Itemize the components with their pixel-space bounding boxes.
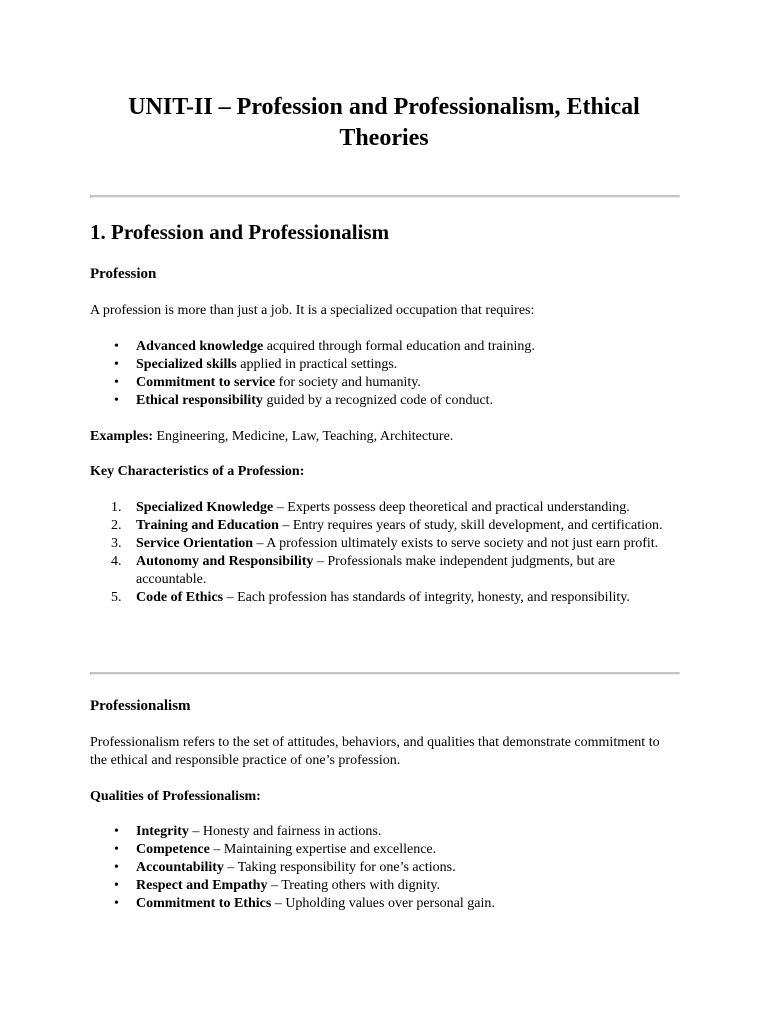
list-item: • Competence – Maintaining expertise and excellence. bbox=[90, 841, 678, 859]
section-heading: 1. Profession and Professionalism bbox=[90, 220, 390, 244]
professionalism-intro: Professionalism refers to the set of attitudes, behaviors, and qualities that demonstrate commitment to the ethical and responsible practice of one’s profession. bbox=[90, 735, 660, 768]
subheading-profession: Profession bbox=[90, 266, 157, 282]
qualities-heading: Qualities of Professionalism: bbox=[90, 789, 261, 804]
profession-intro: A profession is more than just a job. It is a specialized occupation that requires: bbox=[90, 303, 535, 318]
characteristics-list bbox=[90, 499, 678, 607]
subheading-professionalism: Professionalism bbox=[90, 698, 191, 714]
list-item: • Respect and Empathy – Treating others with dignity. bbox=[90, 877, 678, 895]
list-item: • Accountability – Taking responsibility for one’s actions. bbox=[90, 859, 678, 877]
list-item: 3. Service Orientation – A profession ultimately exists to serve society and not just earn profit. bbox=[111, 536, 659, 551]
list-item: • Integrity – Honesty and fairness in actions. bbox=[90, 823, 678, 841]
list-item: 2. Training and Education – Entry requires years of study, skill development, and certification. bbox=[111, 518, 663, 533]
list-item: • Specialized skills applied in practical settings. bbox=[90, 356, 678, 374]
list-item: • Ethical responsibility guided by a recognized code of conduct. bbox=[90, 392, 678, 410]
list-item: • Advanced knowledge acquired through formal education and training. bbox=[90, 338, 678, 356]
profession-requirements-list bbox=[90, 338, 678, 410]
document-title: UNIT-II – Profession and Professionalism, Ethical Theories bbox=[128, 94, 640, 151]
characteristics-heading: Key Characteristics of a Profession: bbox=[90, 464, 305, 479]
list-item: 4. Autonomy and Responsibility – Professionals make independent judgments, but are accountable. bbox=[111, 554, 616, 587]
list-item: • Commitment to service for society and humanity. bbox=[90, 374, 678, 392]
divider-middle bbox=[90, 672, 680, 675]
examples-paragraph: Examples: Engineering, Medicine, Law, Teaching, Architecture. bbox=[90, 429, 454, 444]
qualities-list bbox=[90, 823, 678, 913]
list-item: 5. Code of Ethics – Each profession has standards of integrity, honesty, and responsibility. bbox=[111, 590, 630, 605]
list-item: 1. Specialized Knowledge – Experts possess deep theoretical and practical understanding. bbox=[111, 500, 630, 515]
divider-top bbox=[90, 195, 680, 198]
list-item: • Commitment to Ethics – Upholding values over personal gain. bbox=[90, 895, 678, 913]
